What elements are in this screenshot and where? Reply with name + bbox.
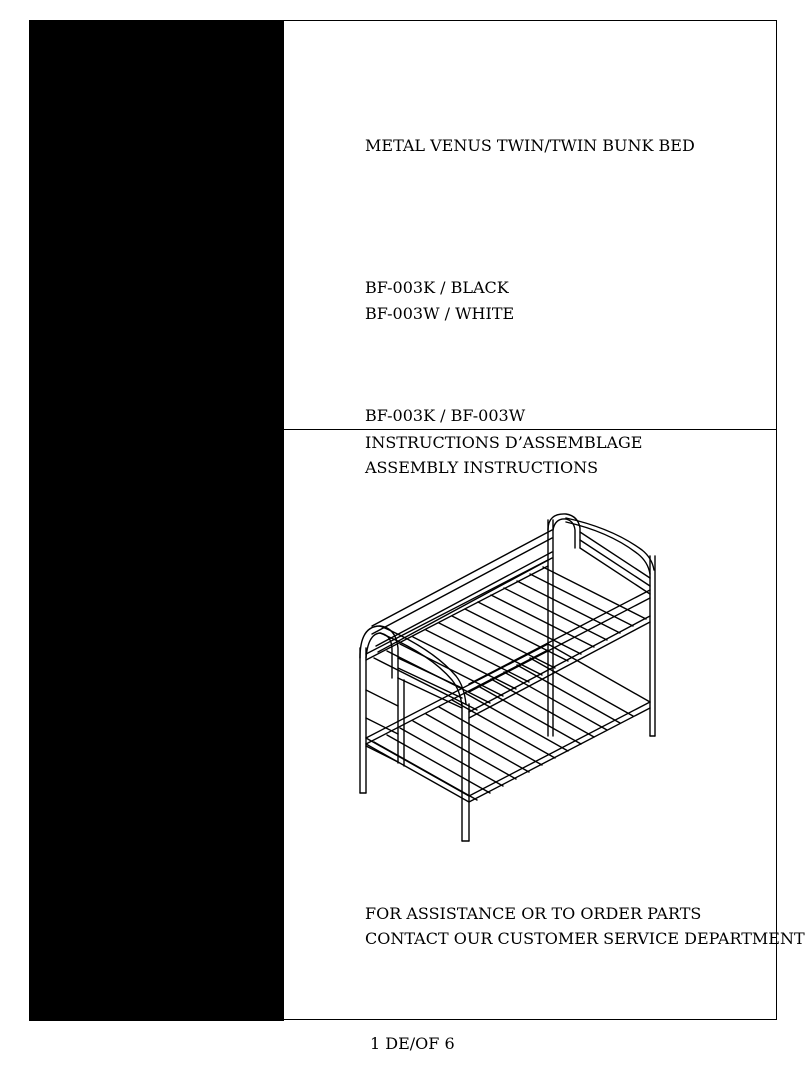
product-title: METAL VENUS TWIN/TWIN BUNK BED <box>365 136 695 155</box>
model-black: BF-003K / BLACK <box>365 278 509 297</box>
contact-line-1: FOR ASSISTANCE OR TO ORDER PARTS <box>365 904 702 923</box>
model-codes: BF-003K / BF-003W <box>365 406 526 425</box>
contact-line-2: CONTACT OUR CUSTOMER SERVICE DEPARTMENT <box>365 929 805 948</box>
section-divider <box>284 429 777 430</box>
page-number: 1 DE/OF 6 <box>370 1034 455 1053</box>
bunk-bed-illustration-icon <box>352 508 672 853</box>
instructions-english: ASSEMBLY INSTRUCTIONS <box>365 458 599 477</box>
instructions-french: INSTRUCTIONS D’ASSEMBLAGE <box>365 433 643 452</box>
model-white: BF-003W / WHITE <box>365 304 515 323</box>
black-side-band <box>29 20 284 1021</box>
